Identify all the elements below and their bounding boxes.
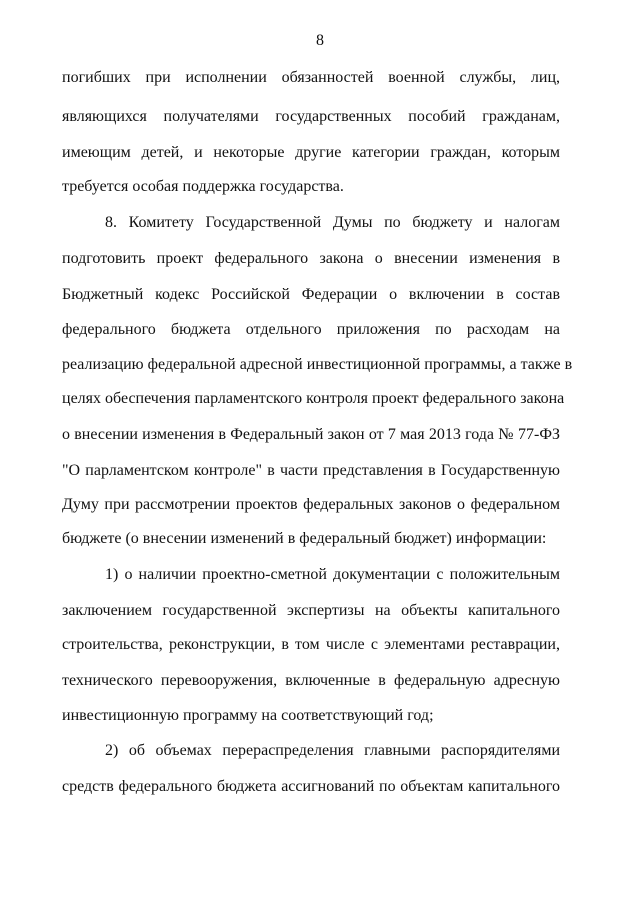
text-line: Думу при рассмотрении проектов федеральных законов о федеральном <box>62 496 560 513</box>
text-line: средств федерального бюджета ассигнований по объектам капитального <box>62 778 560 795</box>
text-line: подготовить проект федерального закона о внесении изменения в <box>62 250 560 267</box>
text-line: целях обеспечения парламентского контроля проект федерального закона <box>62 390 565 407</box>
text-line: Бюджетный кодекс Российской Федерации о включении в состав <box>62 286 560 303</box>
text-line: 2) об объемах перераспределения главными распорядителями <box>105 742 560 759</box>
text-line: "О парламентском контроле" в части представления в Государственную <box>62 462 560 479</box>
text-line: бюджете (о внесении изменений в федеральный бюджет) информации: <box>62 530 547 547</box>
text-line: имеющим детей, и некоторые другие категории граждан, которым <box>62 144 560 161</box>
text-line: погибших при исполнении обязанностей военной службы, лиц, <box>62 69 560 86</box>
text-line: являющихся получателями государственных пособий гражданам, <box>62 108 560 125</box>
text-line: 1) о наличии проектно-сметной документации с положительным <box>105 566 560 583</box>
text-line: федерального бюджета отдельного приложения по расходам на <box>62 321 560 338</box>
text-line: заключением государственной экспертизы на объекты капитального <box>62 602 560 619</box>
text-line: реализацию федеральной адресной инвестиционной программы, а также в <box>62 356 573 373</box>
text-line: требуется особая поддержка государства. <box>62 178 344 195</box>
text-line: инвестиционную программу на соответствующий год; <box>62 707 434 724</box>
text-line: строительства, реконструкции, в том числе с элементами реставрации, <box>62 636 560 653</box>
text-line: 8. Комитету Государственной Думы по бюджету и налогам <box>105 214 560 231</box>
text-line: технического перевооружения, включенные в федеральную адресную <box>62 672 560 689</box>
page-number: 8 <box>316 32 324 49</box>
text-line: о внесении изменения в Федеральный закон от 7 мая 2013 года № 77-ФЗ <box>62 426 560 443</box>
